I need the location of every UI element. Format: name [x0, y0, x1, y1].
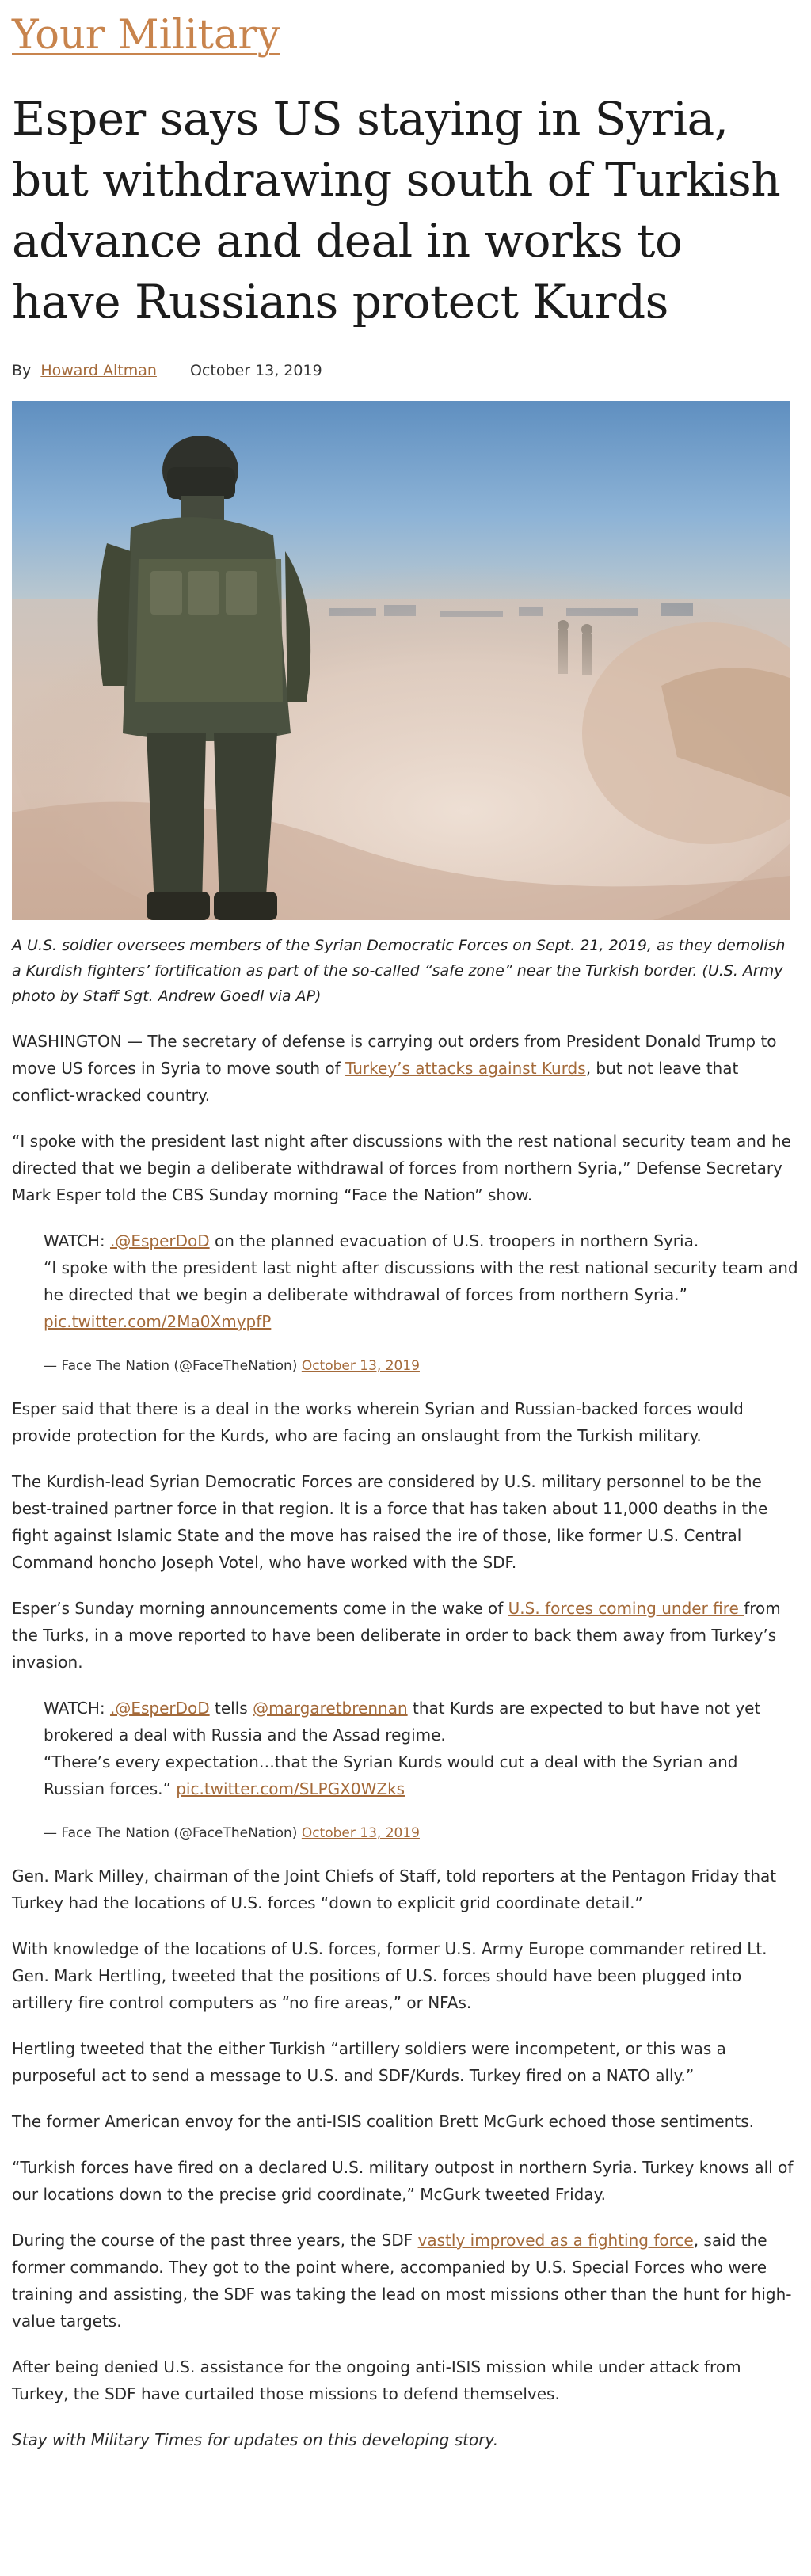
- photo-caption: A U.S. soldier oversees members of the Syrian Democratic Forces on Sept. 21, 2019, as they demolish a Kurdish fighters’ fortification as part of the so-called “safe zone” near the Turkish border. (U.S. Army photo by Staff Sgt. Andrew Goedl via AP): [12, 937, 786, 1005]
- tweet-prefix: WATCH:: [44, 1231, 110, 1250]
- paragraph-3: Esper said that there is a deal in the works wherein Syrian and Russian-backed forces would provide protection for the Kurds, who are facing an onslaught from the Turkish military.: [12, 1399, 744, 1445]
- paragraph-4: The Kurdish-lead Syrian Democratic Forces are considered by U.S. military personnel to be the best-trained partner force in that region. It is a force that has taken about 11,000 deaths in the fight against Islamic State and the move has raised the ire of those, like former U.S. Central Command honcho Joseph Votel, who have worked with the SDF.: [12, 1472, 768, 1572]
- tweet-quote: “I spoke with the president last night after discussions with the rest national security team and he directed that we begin a deliberate withdrawal of forces from northern Syria.”: [44, 1258, 798, 1304]
- tweet-handle-link[interactable]: .@EsperDoD: [109, 1699, 210, 1718]
- tweet-pic-link[interactable]: pic.twitter.com/2Ma0XmypfP: [44, 1312, 272, 1331]
- tweet-prefix: WATCH:: [44, 1699, 110, 1718]
- tweet-handle-link[interactable]: .@EsperDoD: [109, 1231, 210, 1250]
- paragraph-10: “Turkish forces have fired on a declared U.S. military outpost in northern Syria. Turkey knows all of our locations down to the precise grid coordinate,” McGurk tweeted Friday.: [12, 2158, 794, 2204]
- fighting-force-link[interactable]: vastly improved as a fighting force: [417, 2231, 694, 2250]
- tweet-author: — Face The Nation (@FaceTheNation): [44, 1825, 302, 1841]
- paragraph-1: [12, 1028, 799, 1109]
- article-headline: Esper says US staying in Syria, but withdrawing south of Turkish advance and deal in works to have Russians protect Kurds: [12, 92, 781, 329]
- paragraph-8: Hertling tweeted that the either Turkish “artillery soldiers were incompetent, or this was a purposeful act to send a message to U.S. and SDF/Kurds. Turkey fired on a NATO ally.”: [12, 2039, 726, 2085]
- tweet-handle-link-2[interactable]: @margaretbrennan: [253, 1699, 408, 1718]
- paragraph-text: WASHINGTON — The secretary of defense is carrying out orders from President Donald Trump to move US forces in Syria to move south of: [12, 1032, 777, 1078]
- paragraph-11: [12, 2227, 799, 2334]
- tweet-text-part: on the planned evacuation of U.S. troopers in northern Syria.: [209, 1231, 699, 1250]
- paragraph-text: from the Turks, in a move reported to have been deliberate in order to back them away from Turkey’s invasion.: [12, 1599, 781, 1672]
- embedded-tweet-1: [12, 1227, 799, 1376]
- tweet-text-part: that Kurds are expected to but have not yet brokered a deal with Russia and the Assad regime.: [44, 1699, 761, 1745]
- paragraph-5: [12, 1595, 799, 1676]
- tweet-attribution: [44, 1823, 799, 1844]
- tweet-text: [44, 1227, 799, 1335]
- paragraph-text: Esper’s Sunday morning announcements come in the wake of: [12, 1599, 508, 1618]
- hero-photo: [12, 401, 790, 920]
- tweet-text: [44, 1695, 799, 1802]
- tweet-date-link[interactable]: October 13, 2019: [301, 1358, 420, 1374]
- paragraph-2: “I spoke with the president last night after discussions with the rest national security team and he directed that we begin a deliberate withdrawal of forces from northern Syria,” Defense Secretary Mark Esper told the CBS Sunday morning “Face the Nation” show.: [12, 1132, 791, 1204]
- paragraph-12: After being denied U.S. assistance for the ongoing anti-ISIS mission while under attack from Turkey, the SDF have curtailed those missions to defend themselves.: [12, 2357, 741, 2403]
- tweet-pic-link[interactable]: pic.twitter.com/SLPGX0WZks: [176, 1779, 406, 1798]
- paragraph-7: With knowledge of the locations of U.S. forces, former U.S. Army Europe commander retired Lt. Gen. Mark Hertling, tweeted that the positions of U.S. forces should have been plugged into artillery fire control computers as “no fire areas,” or NFAs.: [12, 1939, 767, 2012]
- tweet-date-link[interactable]: October 13, 2019: [301, 1825, 420, 1841]
- author-link[interactable]: Howard Altman: [40, 362, 157, 379]
- publish-date: October 13, 2019: [189, 362, 322, 379]
- byline-prefix: By: [12, 362, 32, 379]
- forces-under-fire-link[interactable]: U.S. forces coming under fire: [508, 1599, 744, 1618]
- embedded-tweet-2: [12, 1695, 799, 1844]
- tweet-attribution: [44, 1356, 799, 1376]
- byline: [12, 360, 799, 382]
- paragraph-text: , said the former commando. They got to the point where, accompanied by U.S. Special Forces who were training and assisting, the SDF was taking the lead on most missions other than the hunt for high-value targets.: [12, 2231, 792, 2331]
- section-link[interactable]: Your Military: [12, 12, 280, 59]
- paragraph-text: , but not leave that conflict-wracked country.: [12, 1059, 739, 1105]
- paragraph-text: During the course of the past three years, the SDF: [12, 2231, 418, 2250]
- paragraph-9: The former American envoy for the anti-ISIS coalition Brett McGurk echoed those sentiments.: [12, 2112, 754, 2131]
- tweet-author: — Face The Nation (@FaceTheNation): [44, 1358, 302, 1374]
- paragraph-6: Gen. Mark Milley, chairman of the Joint Chiefs of Staff, told reporters at the Pentagon Friday that Turkey had the locations of U.S. forces “down to explicit grid coordinate detail.”: [12, 1866, 777, 1912]
- tweet-text-part: tells: [209, 1699, 253, 1718]
- tweet-quote: “There’s every expectation…that the Syrian Kurds would cut a deal with the Syrian and Russian forces.”: [44, 1752, 738, 1798]
- turkey-attacks-link[interactable]: Turkey’s attacks against Kurds: [345, 1059, 586, 1078]
- closing-note: Stay with Military Times for updates on this developing story.: [12, 2430, 499, 2449]
- soldier-photo-icon: [12, 401, 790, 920]
